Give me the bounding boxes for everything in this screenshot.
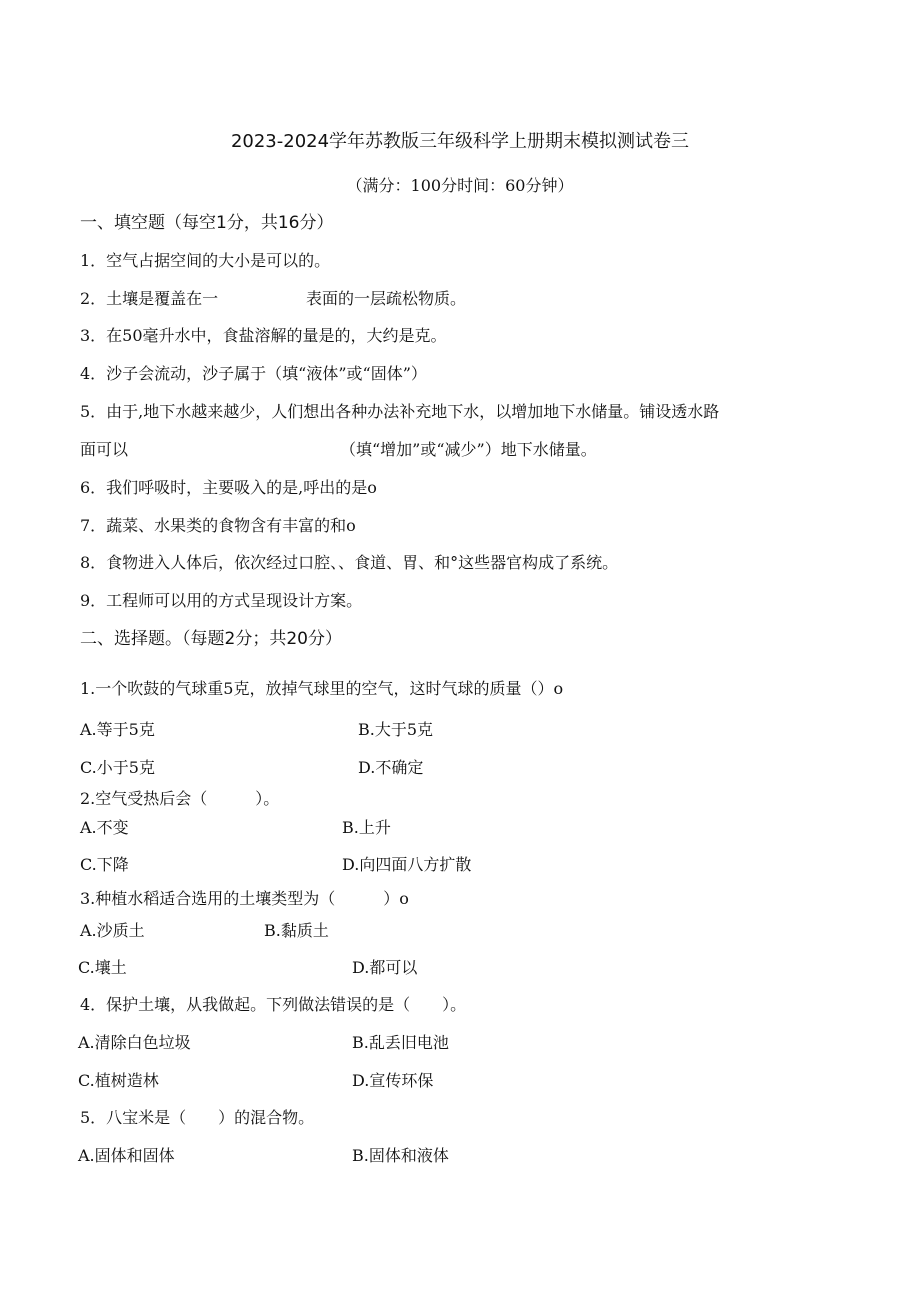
question-3-stem: 3.种植水稻适合选用的土壤类型为（ ）o	[80, 889, 409, 908]
question-5-option-a: A.固体和固体	[78, 1146, 175, 1165]
question-3-option-c: C.壤土	[78, 958, 127, 977]
question-4-stem: 4．保护土壤，从我做起。下列做法错误的是（ ）。	[80, 995, 467, 1014]
question-3-option-b: B.黏质土	[264, 921, 329, 940]
question-2-option-a: A.不变	[80, 818, 129, 837]
question-2-stem: 2.空气受热后会（ ）。	[80, 789, 280, 808]
fill-item-5c: （填“增加”或“减少”）地下水储量。	[340, 440, 597, 459]
question-2-option-c: C.下降	[80, 855, 129, 874]
question-2-option-d: D.向四面八方扩散	[342, 855, 472, 874]
fill-item-5b: 面可以	[80, 440, 129, 459]
page-subtitle: （满分：100分时间：60分钟）	[346, 176, 574, 195]
question-1-option-a: A.等于5克	[80, 720, 155, 739]
fill-item-9: 9．工程师可以用的方式呈现设计方案。	[80, 591, 363, 610]
question-4-option-b: B.乱丢旧电池	[352, 1033, 449, 1052]
fill-item-7: 7．蔬菜、水果类的食物含有丰富的和o	[80, 516, 356, 535]
question-2-option-b: B.上升	[342, 818, 391, 837]
fill-item-5a: 5．由于,地下水越来越少，人们想出各种办法补充地下水，以增加地下水储量。铺设透水路	[80, 402, 720, 421]
question-3-option-d: D.都可以	[352, 958, 418, 977]
page-title: 2023-2024学年苏教版三年级科学上册期末模拟测试卷三	[230, 131, 690, 152]
question-5-option-b: B.固体和液体	[352, 1146, 449, 1165]
fill-item-3: 3．在50毫升水中，食盐溶解的量是的，大约是克。	[80, 326, 447, 345]
question-1-option-c: C.小于5克	[80, 758, 155, 777]
question-1-option-b: B.大于5克	[358, 720, 434, 739]
question-3-option-a: A.沙质土	[80, 921, 145, 940]
section1-heading: 一、填空题（每空1分，共16分）	[80, 213, 334, 233]
fill-item-8: 8．食物进入人体后，依次经过口腔、、食道、胃、和°这些器官构成了系统。	[80, 553, 619, 572]
question-5-stem: 5．八宝米是（ ）的混合物。	[80, 1108, 315, 1127]
fill-item-4: 4．沙子会流动，沙子属于（填“液体”或“固体”）	[80, 364, 427, 383]
question-4-option-d: D.宣传环保	[352, 1071, 434, 1090]
section2-heading: 二、选择题。（每题2分；共20分）	[80, 629, 342, 649]
fill-item-2b: 表面的一层疏松物质。	[306, 289, 467, 308]
question-1-option-d: D.不确定	[358, 758, 424, 777]
fill-item-2a: 2．土壤是覆盖在一	[80, 289, 219, 308]
question-4-option-a: A.清除白色垃圾	[78, 1033, 191, 1052]
fill-item-6: 6．我们呼吸时，主要吸入的是,呼出的是o	[80, 478, 377, 497]
fill-item-1: 1．空气占据空间的大小是可以的。	[80, 251, 331, 270]
question-4-option-c: C.植树造林	[78, 1071, 159, 1090]
question-1-stem: 1.一个吹鼓的气球重5克，放掉气球里的空气，这时气球的质量（）o	[80, 679, 564, 698]
